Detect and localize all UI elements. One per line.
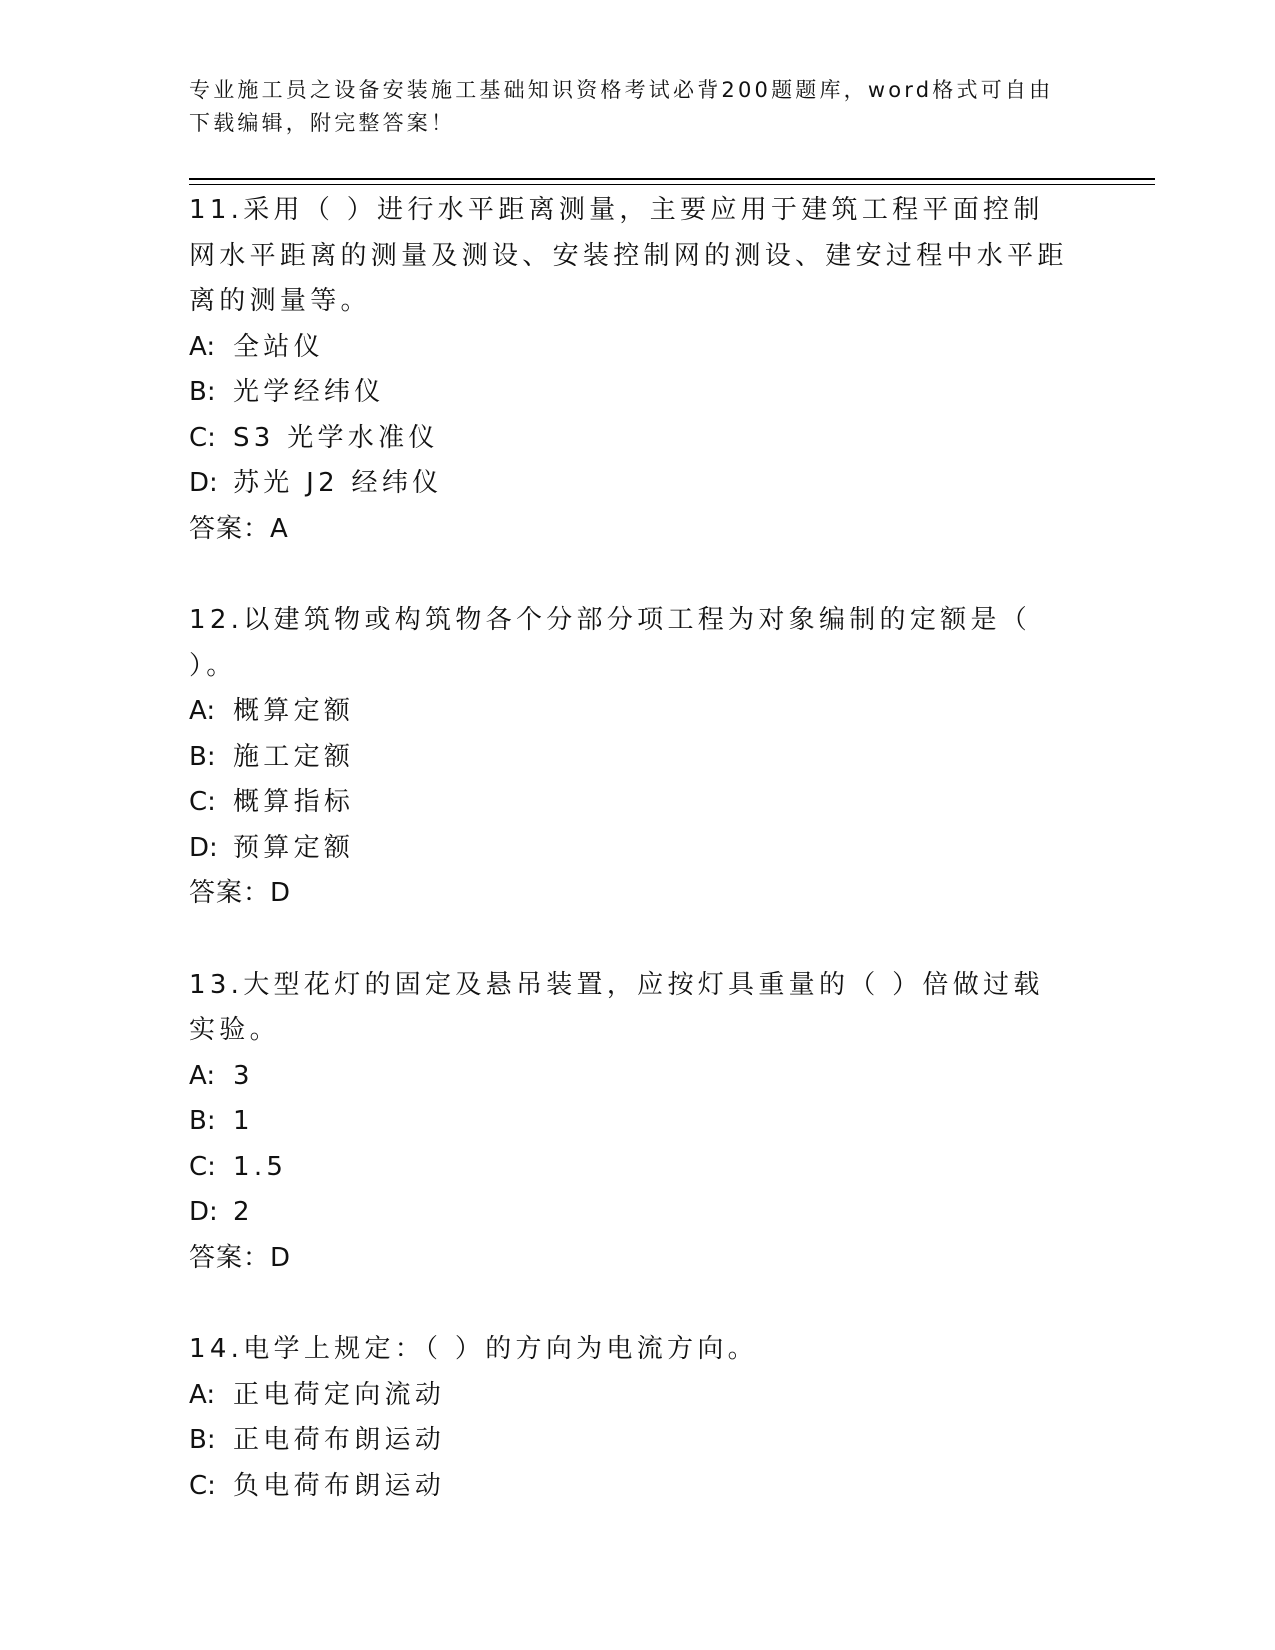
option-letter: A: — [189, 696, 216, 726]
option-c — [189, 780, 1069, 826]
question-stem: 11.采用（ ）进行水平距离测量，主要应用于建筑工程平面控制网水平距离的测量及测设、安装控制网的测设、建安过程中水平距离的测量等。 — [189, 195, 1068, 316]
option-text: 施工定额 — [233, 741, 355, 772]
question-13 — [189, 963, 1069, 1282]
option-letter: A: — [189, 331, 216, 362]
option-a — [189, 1373, 1069, 1419]
option-text: 正电荷定向流动 — [233, 1379, 446, 1410]
option-letter: D: — [189, 468, 218, 498]
option-letter: C: — [189, 787, 216, 817]
option-c — [189, 416, 1069, 462]
header-rule-thick — [189, 178, 1155, 180]
option-letter: C: — [189, 422, 216, 453]
option-text: 1 — [233, 1106, 254, 1136]
option-letter: C: — [189, 1470, 216, 1501]
option-a — [189, 1054, 1069, 1100]
option-letter: A: — [189, 1379, 216, 1410]
option-d — [189, 461, 1069, 507]
option-text: 2 — [233, 1197, 254, 1227]
option-text: 负电荷布朗运动 — [233, 1470, 446, 1501]
option-text: 概算指标 — [233, 787, 355, 817]
answer-line: 答案：A — [189, 513, 289, 544]
option-letter: D: — [189, 1197, 218, 1227]
option-text: 1.5 — [233, 1151, 288, 1182]
option-letter: B: — [189, 1106, 216, 1136]
option-text: S3 光学水准仪 — [233, 422, 439, 453]
option-letter: D: — [189, 832, 218, 863]
option-letter: B: — [189, 741, 216, 772]
option-b — [189, 370, 1069, 416]
question-12 — [189, 598, 1069, 917]
option-text: 预算定额 — [233, 832, 355, 863]
option-d — [189, 1190, 1069, 1236]
option-text: 全站仪 — [233, 331, 324, 362]
question-14 — [189, 1327, 1069, 1509]
option-letter: A: — [189, 1060, 216, 1091]
option-a — [189, 689, 1069, 735]
option-text: 光学经纬仪 — [233, 377, 385, 407]
option-c — [189, 1145, 1069, 1191]
question-stem: 14.电学上规定：（ ）的方向为电流方向。 — [189, 1334, 758, 1364]
option-text: 概算定额 — [233, 696, 355, 726]
option-letter: B: — [189, 377, 216, 407]
option-d — [189, 826, 1069, 872]
option-text: 正电荷布朗运动 — [233, 1425, 446, 1455]
option-b — [189, 1418, 1069, 1464]
question-11 — [189, 188, 1069, 552]
document-header: 专业施工员之设备安装施工基础知识资格考试必背200题题库，word格式可自由下载编辑，附完整答案！ — [189, 78, 1054, 135]
option-c — [189, 1464, 1069, 1510]
option-a — [189, 325, 1069, 371]
question-stem: 12.以建筑物或构筑物各个分部分项工程为对象编制的定额是（ ）。 — [189, 605, 1032, 681]
question-stem: 13.大型花灯的固定及悬吊装置，应按灯具重量的（ ）倍做过载实验。 — [189, 969, 1044, 1045]
option-text: 3 — [233, 1060, 254, 1091]
option-b — [189, 1099, 1069, 1145]
option-letter: B: — [189, 1425, 216, 1455]
option-b — [189, 735, 1069, 781]
answer-line: 答案：D — [189, 878, 292, 908]
option-text: 苏光 J2 经纬仪 — [233, 468, 443, 498]
question-list — [189, 188, 1069, 1555]
option-letter: C: — [189, 1151, 216, 1182]
answer-line: 答案：D — [189, 1242, 292, 1273]
header-rule-thin — [189, 184, 1155, 185]
